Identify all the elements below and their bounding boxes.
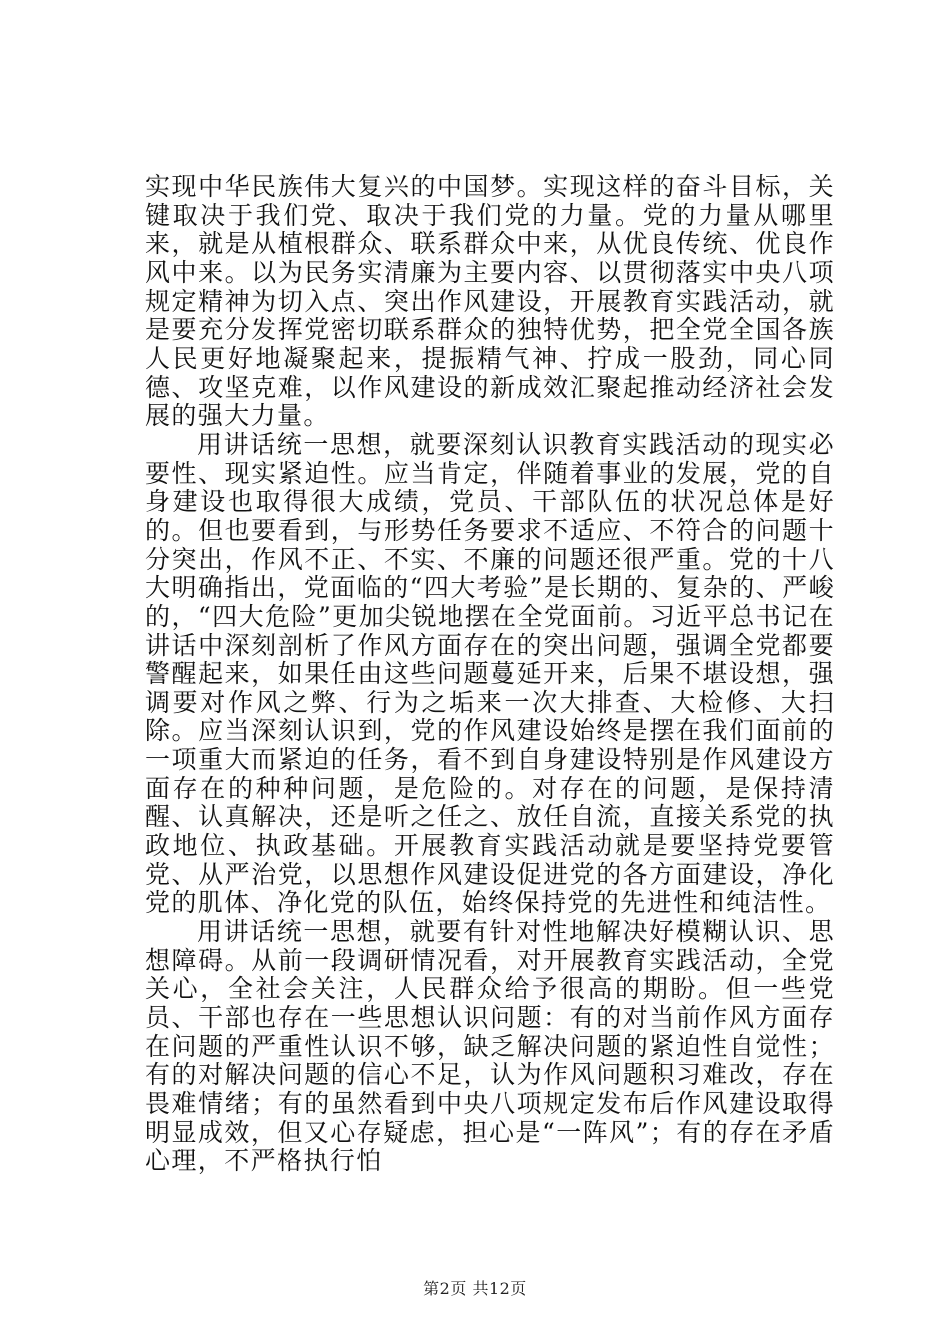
page-footer: 第2页 共12页: [423, 1279, 527, 1298]
paragraph-2: 用讲话统一思想，就要深刻认识教育实践活动的现实必要性、现实紧迫性。应当肯定，伴随着事业的发展，党的自身建设也取得很大成绩，党员、干部队伍的状况总体是好的。但也要看到，与形势任务要求不适应、不符合的问题十分突出，作风不正、不实、不廉的问题还很严重。党的十八大明确指出，党面临的“四大考验”是长期的、复杂的、严峻的，“四大危险”更加尖锐地摆在全党面前。习近平总书记在讲话中深刻剖析了作风方面存在的突出问题，强调全党都要警醒起来，如果任由这些问题蔓延开来，后果不堪设想，强调要对作风之弊、行为之垢来一次大排查、大检修、大扫除。应当深刻认识到，党的作风建设始终是摆在我们面前的一项重大而紧迫的任务，看不到自身建设特别是作风建设方面存在的种种问题，是危险的。对存在的问题，是保持清醒、认真解决，还是听之任之、放任自流，直接关系党的执政地位、执政基础。开展教育实践活动就是要坚持党要管党、从严治党，以思想作风建设促进党的各方面建设，净化党的肌体、净化党的队伍，始终保持党的先进性和纯洁性。: [145, 429, 835, 918]
paragraph-1: 实现中华民族伟大复兴的中国梦。实现这样的奋斗目标，关键取决于我们党、取决于我们党的力量。党的力量从哪里来，就是从植根群众、联系群众中来，从优良传统、优良作风中来。以为民务实清廉为主要内容、以贯彻落实中央八项规定精神为切入点、突出作风建设，开展教育实践活动，就是要充分发挥党密切联系群众的独特优势，把全党全国各族人民更好地凝聚起来，提振精气神、拧成一股劲，同心同德、攻坚克难，以作风建设的新成效汇聚起推动经济社会发展的强大力量。: [145, 172, 835, 431]
paragraph-3: 用讲话统一思想，就要有针对性地解决好模糊认识、思想障碍。从前一段调研情况看，对开展教育实践活动，全党关心，全社会关注，人民群众给予很高的期盼。但一些党员、干部也存在一些思想认识问题：有的对当前作风方面存在问题的严重性认识不够，缺乏解决问题的紧迫性自觉性；有的对解决问题的信心不足，认为作风问题积习难改，存在畏难情绪；有的虽然看到中央八项规定发布后作风建设取得明显成效，但又心存疑虑，担心是“一阵风”；有的存在矛盾心理，不严格执行怕: [145, 917, 835, 1176]
body-text: [145, 173, 835, 1176]
